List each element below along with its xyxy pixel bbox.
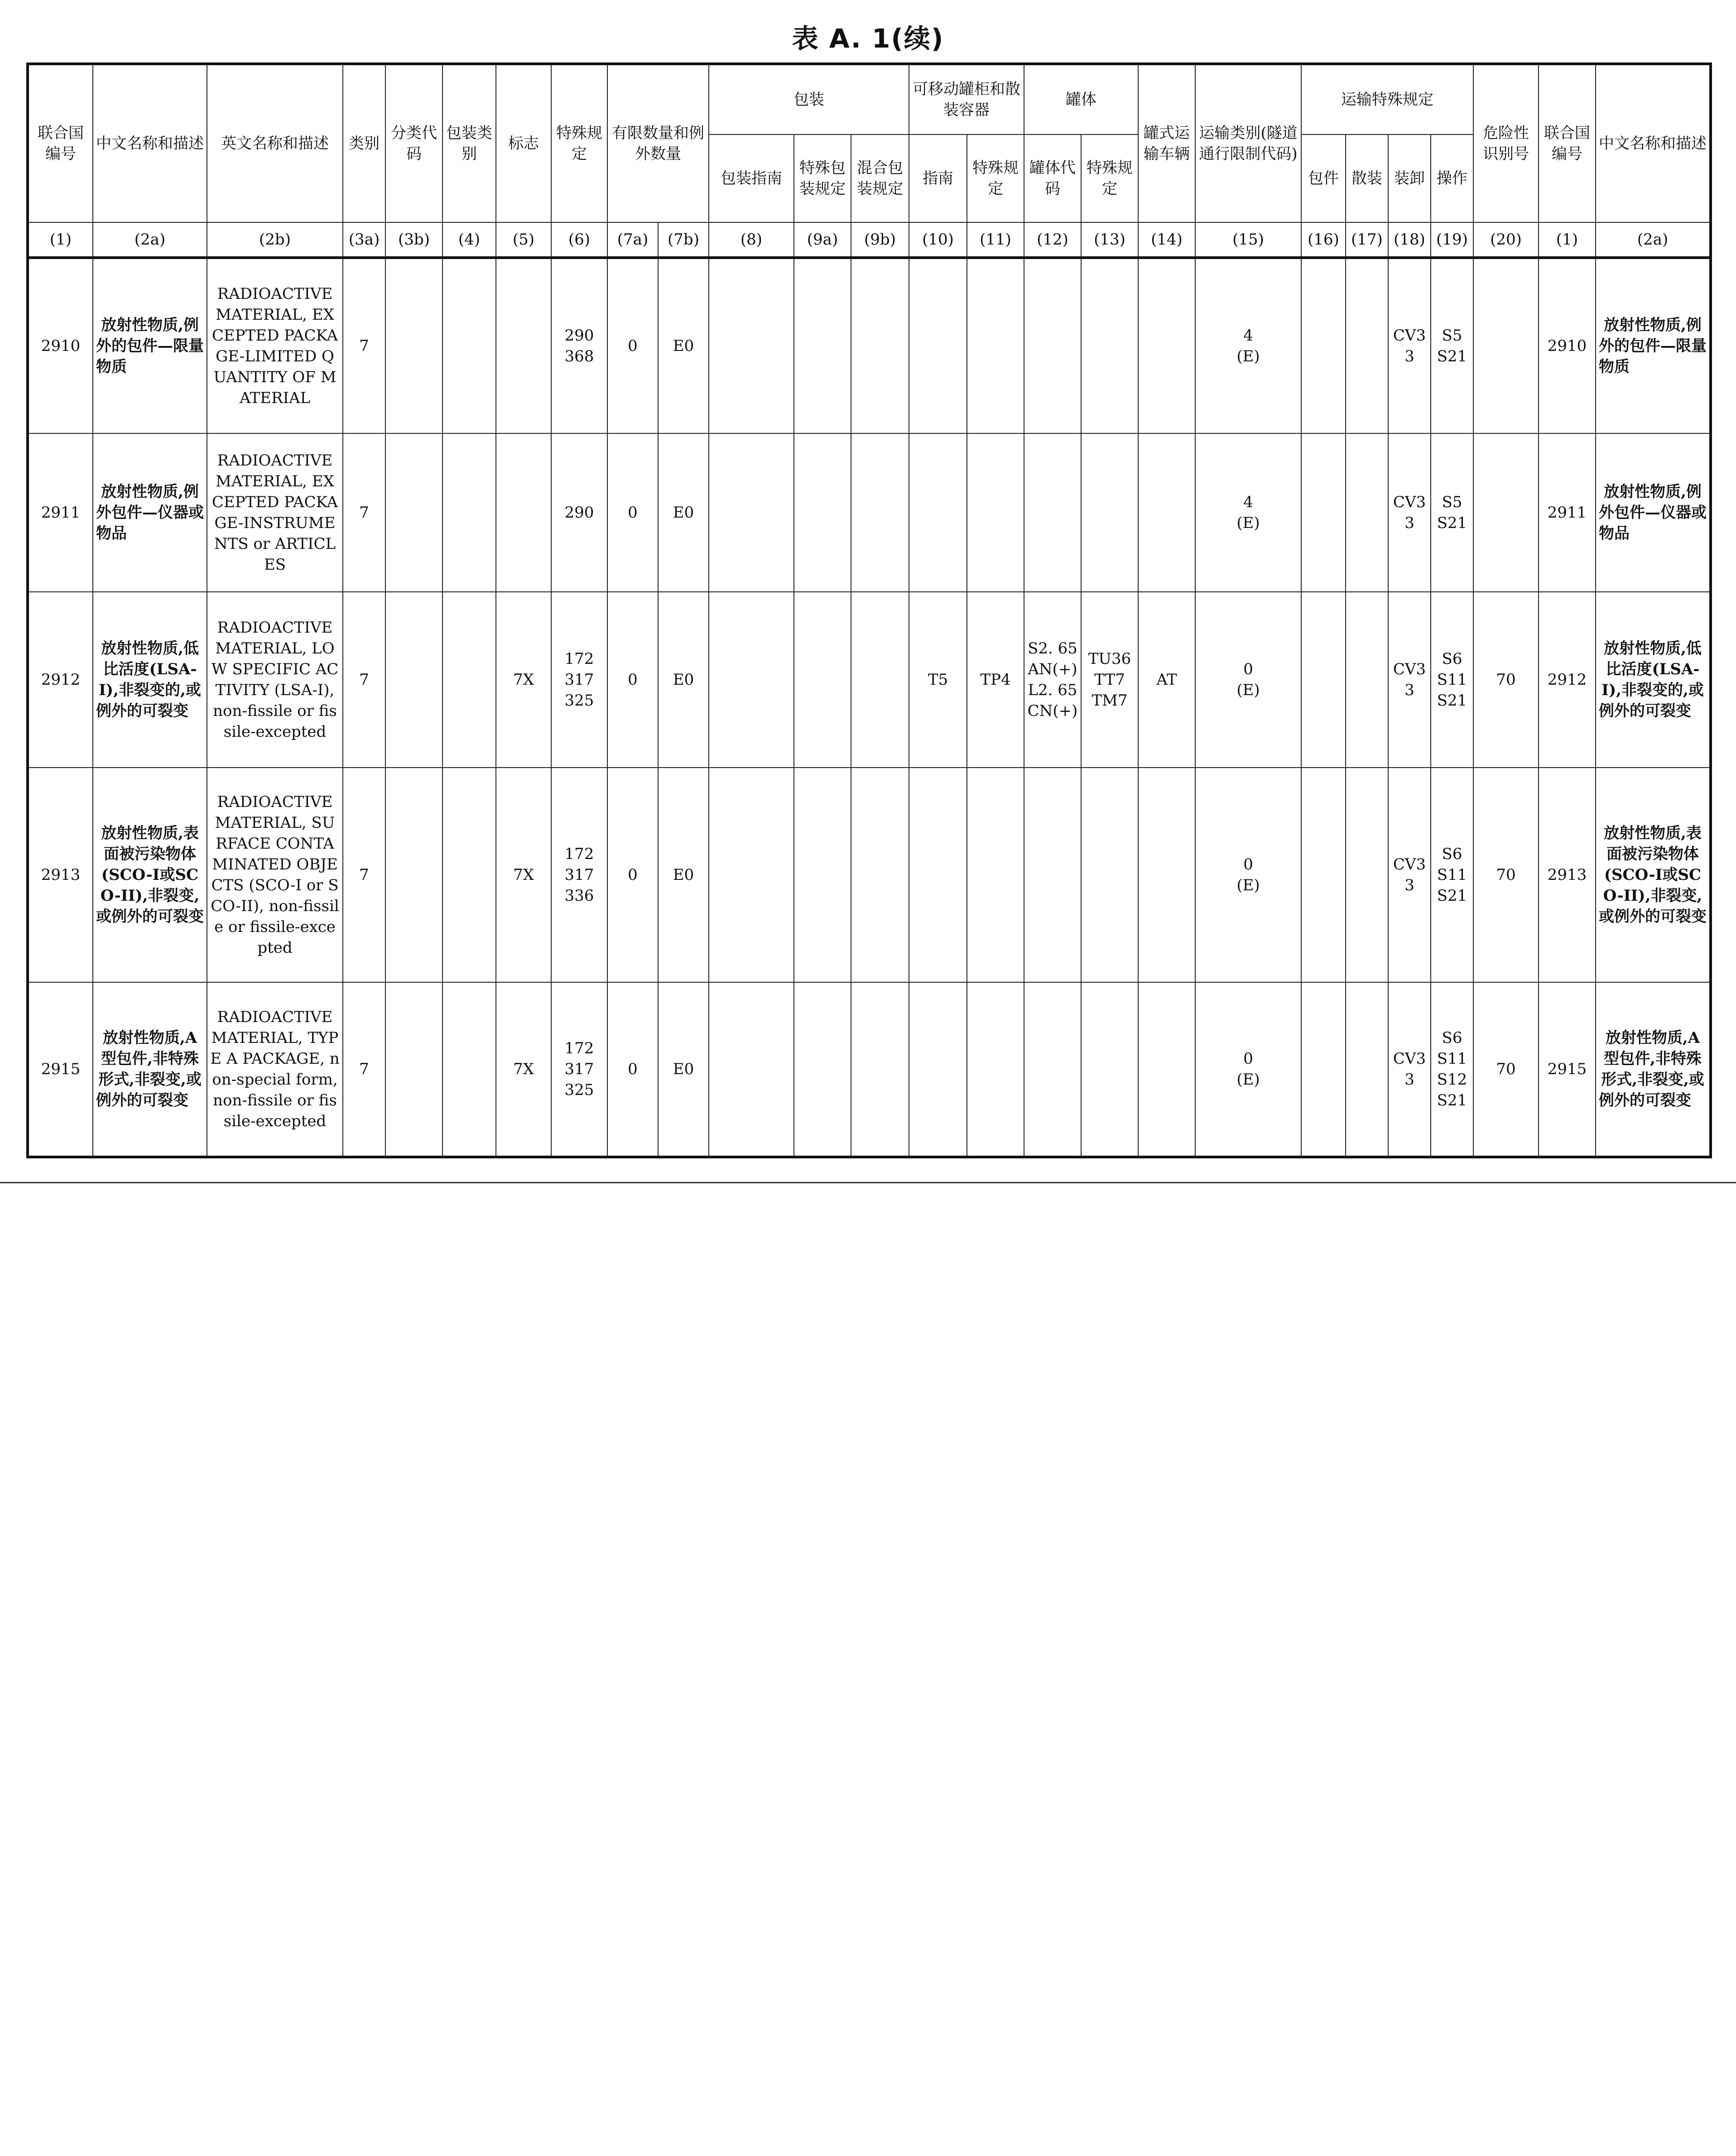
labels-cell: 7X [496, 982, 551, 1157]
st-operation-line: S21 [1437, 691, 1467, 710]
st-loading-cell: CV33 [1388, 258, 1431, 433]
packaging-instructions-cell [709, 768, 794, 982]
pt-special-cell [967, 982, 1024, 1157]
header-special-provisions: 特殊规定 [551, 64, 607, 222]
st-bulk-cell [1346, 258, 1388, 433]
st-operation-line: S11 [1437, 671, 1467, 689]
excepted-quantity-cell: E0 [658, 433, 709, 592]
tank-vehicle-cell [1138, 433, 1195, 592]
column-number: (7b) [658, 222, 709, 258]
pt-special-cell: TP4 [967, 592, 1024, 768]
header-packaging: 包装 [709, 64, 909, 134]
dangerous-goods-table [26, 62, 1712, 1158]
st-packages-cell [1301, 258, 1346, 433]
st-operation-line: S21 [1437, 1091, 1467, 1109]
special-packing-cell [794, 433, 851, 592]
packaging-instructions-cell [709, 433, 794, 592]
special-packing-cell [794, 258, 851, 433]
mixed-packing-cell [851, 982, 909, 1157]
un-number-repeat-cell: 2913 [1539, 768, 1596, 982]
transport-category-line: 0 [1243, 1050, 1253, 1068]
st-operation-line: S11 [1437, 866, 1467, 884]
un-number-cell: 2910 [28, 258, 93, 433]
un-number-repeat-cell: 2915 [1539, 982, 1596, 1157]
column-number: (1) [28, 222, 93, 258]
pt-instructions-cell [909, 982, 967, 1157]
special-provisions-line: 325 [564, 1081, 594, 1099]
column-number: (12) [1024, 222, 1081, 258]
limited-quantity-cell: 0 [607, 258, 658, 433]
header-tank-vehicle: 罐式运输车辆 [1138, 64, 1195, 222]
header-name-zh: 中文名称和描述 [93, 64, 207, 222]
table-row [28, 433, 1711, 592]
special-provisions-cell [551, 592, 607, 768]
special-provisions-cell [551, 982, 607, 1157]
excepted-quantity-cell: E0 [658, 768, 709, 982]
name-en-cell: RADIOACTIVE MATERIAL, TYPE A PACKAGE, non-special form, non-fissile or fissile-excepted [207, 982, 343, 1157]
pt-instructions-cell: T5 [909, 592, 967, 768]
pt-special-cell [967, 433, 1024, 592]
special-packing-cell [794, 982, 851, 1157]
st-loading-cell: CV33 [1388, 768, 1431, 982]
table-row [28, 592, 1711, 768]
column-number: (8) [709, 222, 794, 258]
class-code-cell [385, 433, 442, 592]
special-packing-cell [794, 768, 851, 982]
table-row [28, 768, 1711, 982]
un-number-cell: 2915 [28, 982, 93, 1157]
tank-code-cell [1024, 982, 1081, 1157]
header-class-code: 分类代码 [385, 64, 442, 222]
un-number-repeat-cell: 2910 [1539, 258, 1596, 433]
tank-code-cell [1024, 258, 1081, 433]
header-transport-category: 运输类别(隧道通行限制代码) [1195, 64, 1301, 222]
name-zh-repeat-cell: 放射性物质,低比活度(LSA-I),非裂变的,或例外的可裂变 [1596, 592, 1711, 768]
st-loading-cell: CV33 [1388, 433, 1431, 592]
column-number: (3b) [385, 222, 442, 258]
header-pt-instructions: 指南 [909, 134, 967, 222]
st-loading-cell: CV33 [1388, 592, 1431, 768]
special-provisions-line: 317 [564, 671, 594, 689]
tank-special-line: TT7 [1094, 671, 1125, 689]
un-number-cell: 2913 [28, 768, 93, 982]
st-packages-cell [1301, 768, 1346, 982]
st-operation-line: S21 [1437, 887, 1467, 905]
header-st-packages: 包件 [1301, 134, 1346, 222]
packing-group-cell [442, 592, 496, 768]
tank-code-cell [1024, 768, 1081, 982]
class-cell: 7 [343, 433, 385, 592]
tank-vehicle-cell [1138, 258, 1195, 433]
mixed-packing-cell [851, 592, 909, 768]
pt-instructions-cell [909, 433, 967, 592]
tank-special-line: TU36 [1088, 650, 1131, 668]
mixed-packing-cell [851, 258, 909, 433]
transport-category-line: (E) [1236, 1071, 1260, 1089]
transport-category-line: (E) [1236, 347, 1260, 365]
page-divider [0, 1182, 1736, 1183]
hazard-id-cell: 70 [1473, 768, 1539, 982]
column-number-row [28, 222, 1711, 258]
packaging-instructions-cell [709, 258, 794, 433]
column-number: (18) [1388, 222, 1431, 258]
special-provisions-cell [551, 433, 607, 592]
table-row [28, 258, 1711, 433]
st-operation-cell [1431, 433, 1473, 592]
st-operation-line: S21 [1437, 514, 1467, 532]
column-number: (14) [1138, 222, 1195, 258]
column-number: (2a) [1596, 222, 1711, 258]
st-operation-line: S5 [1442, 493, 1462, 511]
tank-special-cell [1081, 982, 1138, 1157]
st-operation-line: S11 [1437, 1050, 1467, 1068]
st-bulk-cell [1346, 982, 1388, 1157]
class-code-cell [385, 982, 442, 1157]
transport-category-line: 0 [1243, 855, 1253, 874]
special-provisions-line: 290 [564, 327, 594, 345]
special-provisions-line: 290 [564, 504, 594, 522]
pt-instructions-cell [909, 768, 967, 982]
class-code-cell [385, 258, 442, 433]
header-special-packing: 特殊包装规定 [794, 134, 851, 222]
limited-quantity-cell: 0 [607, 433, 658, 592]
column-number: (13) [1081, 222, 1138, 258]
st-operation-cell [1431, 592, 1473, 768]
header-un-number-repeat: 联合国编号 [1539, 64, 1596, 222]
tank-code-cell [1024, 592, 1081, 768]
transport-category-cell [1195, 258, 1301, 433]
tank-special-cell [1081, 592, 1138, 768]
special-provisions-cell [551, 258, 607, 433]
special-provisions-line: 317 [564, 866, 594, 884]
excepted-quantity-cell: E0 [658, 982, 709, 1157]
labels-cell [496, 433, 551, 592]
header-limited-excepted: 有限数量和例外数量 [607, 64, 709, 222]
st-operation-line: S21 [1437, 347, 1467, 365]
transport-category-cell [1195, 982, 1301, 1157]
transport-category-line: (E) [1236, 876, 1260, 894]
limited-quantity-cell: 0 [607, 592, 658, 768]
st-packages-cell [1301, 982, 1346, 1157]
packing-group-cell [442, 768, 496, 982]
packing-group-cell [442, 258, 496, 433]
tank-special-cell [1081, 258, 1138, 433]
tank-code-line: S2. 65 [1028, 639, 1077, 658]
tank-vehicle-cell [1138, 982, 1195, 1157]
column-number: (11) [967, 222, 1024, 258]
transport-category-line: 4 [1243, 327, 1253, 345]
tank-code-cell [1024, 433, 1081, 592]
tank-code-line: CN(+) [1027, 702, 1078, 720]
header-name-zh-repeat: 中文名称和描述 [1596, 64, 1711, 222]
name-en-cell: RADIOACTIVE MATERIAL, EXCEPTED PACKAGE-LIMITED QUANTITY OF MATERIAL [207, 258, 343, 433]
st-packages-cell [1301, 433, 1346, 592]
limited-quantity-cell: 0 [607, 982, 658, 1157]
special-provisions-line: 325 [564, 691, 594, 710]
tank-vehicle-cell [1138, 768, 1195, 982]
packing-group-cell [442, 433, 496, 592]
special-provisions-line: 336 [564, 887, 594, 905]
limited-quantity-cell: 0 [607, 768, 658, 982]
table-title: 表 A. 1(续) [792, 23, 944, 54]
header-packaging-instructions: 包装指南 [709, 134, 794, 222]
tank-code-line: L2. 65 [1028, 681, 1077, 699]
tank-special-cell [1081, 433, 1138, 592]
column-number: (9a) [794, 222, 851, 258]
header-portable-tanks: 可移动罐柜和散装容器 [909, 64, 1024, 134]
st-operation-line: S5 [1442, 327, 1462, 345]
un-number-repeat-cell: 2911 [1539, 433, 1596, 592]
hazard-id-cell: 70 [1473, 982, 1539, 1157]
header-st-operation: 操作 [1431, 134, 1473, 222]
header-mixed-packing: 混合包装规定 [851, 134, 909, 222]
header-un-number: 联合国编号 [28, 64, 93, 222]
name-zh-repeat-cell: 放射性物质,例外的包件—限量物质 [1596, 258, 1711, 433]
header-st-loading: 装卸 [1388, 134, 1431, 222]
tank-special-cell [1081, 768, 1138, 982]
name-zh-cell: 放射性物质,例外包件—仪器或物品 [93, 433, 207, 592]
column-number: (4) [442, 222, 496, 258]
class-cell: 7 [343, 768, 385, 982]
hazard-id-cell [1473, 433, 1539, 592]
st-bulk-cell [1346, 768, 1388, 982]
column-number: (6) [551, 222, 607, 258]
header-class: 类别 [343, 64, 385, 222]
st-packages-cell [1301, 592, 1346, 768]
st-operation-line: S12 [1437, 1071, 1467, 1089]
excepted-quantity-cell: E0 [658, 592, 709, 768]
name-zh-repeat-cell: 放射性物质,A型包件,非特殊形式,非裂变,或例外的可裂变 [1596, 982, 1711, 1157]
column-number: (10) [909, 222, 967, 258]
packaging-instructions-cell [709, 592, 794, 768]
un-number-cell: 2912 [28, 592, 93, 768]
special-provisions-cell [551, 768, 607, 982]
special-provisions-line: 172 [564, 1039, 594, 1057]
column-number: (17) [1346, 222, 1388, 258]
column-number: (9b) [851, 222, 909, 258]
column-number: (1) [1539, 222, 1596, 258]
transport-category-line: 0 [1243, 660, 1253, 678]
st-operation-line: S6 [1442, 650, 1462, 668]
st-operation-cell [1431, 982, 1473, 1157]
header-hazard-id: 危险性识别号 [1473, 64, 1539, 222]
st-operation-line: S6 [1442, 845, 1462, 863]
column-number: (15) [1195, 222, 1301, 258]
header-labels: 标志 [496, 64, 551, 222]
name-en-cell: RADIOACTIVE MATERIAL, LOW SPECIFIC ACTIVITY (LSA-I), non-fissile or fissile-excepted [207, 592, 343, 768]
column-number: (2a) [93, 222, 207, 258]
transport-category-cell [1195, 592, 1301, 768]
transport-category-cell [1195, 768, 1301, 982]
column-number: (2b) [207, 222, 343, 258]
transport-category-line: (E) [1236, 514, 1260, 532]
header-special-transport: 运输特殊规定 [1301, 64, 1473, 134]
column-number: (3a) [343, 222, 385, 258]
special-provisions-line: 317 [564, 1060, 594, 1078]
labels-cell: 7X [496, 592, 551, 768]
st-bulk-cell [1346, 433, 1388, 592]
name-zh-cell: 放射性物质,例外的包件—限量物质 [93, 258, 207, 433]
header-packing-group: 包装类别 [442, 64, 496, 222]
name-zh-cell: 放射性物质,A型包件,非特殊形式,非裂变,或例外的可裂变 [93, 982, 207, 1157]
header-tank-special: 特殊规定 [1081, 134, 1138, 222]
st-operation-line: S6 [1442, 1029, 1462, 1047]
class-cell: 7 [343, 982, 385, 1157]
mixed-packing-cell [851, 768, 909, 982]
name-zh-cell: 放射性物质,表面被污染物体(SCO-I或SCO-II),非裂变,或例外的可裂变 [93, 768, 207, 982]
special-provisions-line: 368 [564, 347, 594, 365]
pt-special-cell [967, 768, 1024, 982]
header-st-bulk: 散装 [1346, 134, 1388, 222]
transport-category-line: 4 [1243, 493, 1253, 511]
header-pt-special: 特殊规定 [967, 134, 1024, 222]
name-en-cell: RADIOACTIVE MATERIAL, SURFACE CONTAMINATED OBJECTS (SCO-I or SCO-II), non-fissile or fissile-excepted [207, 768, 343, 982]
st-operation-cell [1431, 258, 1473, 433]
transport-category-line: (E) [1236, 681, 1260, 699]
column-number: (20) [1473, 222, 1539, 258]
header-name-en: 英文名称和描述 [207, 64, 343, 222]
special-provisions-line: 172 [564, 845, 594, 863]
labels-cell: 7X [496, 768, 551, 982]
tank-vehicle-cell: AT [1138, 592, 1195, 768]
mixed-packing-cell [851, 433, 909, 592]
table-row [28, 982, 1711, 1157]
class-cell: 7 [343, 258, 385, 433]
column-number: (5) [496, 222, 551, 258]
st-loading-cell: CV33 [1388, 982, 1431, 1157]
name-zh-repeat-cell: 放射性物质,表面被污染物体(SCO-I或SCO-II),非裂变,或例外的可裂变 [1596, 768, 1711, 982]
un-number-cell: 2911 [28, 433, 93, 592]
pt-instructions-cell [909, 258, 967, 433]
hazard-id-cell: 70 [1473, 592, 1539, 768]
st-operation-cell [1431, 768, 1473, 982]
class-code-cell [385, 768, 442, 982]
excepted-quantity-cell: E0 [658, 258, 709, 433]
table-body [28, 258, 1711, 1157]
name-zh-cell: 放射性物质,低比活度(LSA-I),非裂变的,或例外的可裂变 [93, 592, 207, 768]
special-provisions-line: 172 [564, 650, 594, 668]
hazard-id-cell [1473, 258, 1539, 433]
packing-group-cell [442, 982, 496, 1157]
column-number: (19) [1431, 222, 1473, 258]
labels-cell [496, 258, 551, 433]
class-cell: 7 [343, 592, 385, 768]
name-zh-repeat-cell: 放射性物质,例外包件—仪器或物品 [1596, 433, 1711, 592]
header-tanks: 罐体 [1024, 64, 1138, 134]
special-packing-cell [794, 592, 851, 768]
packaging-instructions-cell [709, 982, 794, 1157]
transport-category-cell [1195, 433, 1301, 592]
header-tank-code: 罐体代码 [1024, 134, 1081, 222]
tank-code-line: AN(+) [1028, 660, 1077, 678]
column-number: (7a) [607, 222, 658, 258]
un-number-repeat-cell: 2912 [1539, 592, 1596, 768]
class-code-cell [385, 592, 442, 768]
tank-special-line: TM7 [1092, 691, 1128, 710]
column-number: (16) [1301, 222, 1346, 258]
name-en-cell: RADIOACTIVE MATERIAL, EXCEPTED PACKAGE-INSTRUMENTS or ARTICLES [207, 433, 343, 592]
st-bulk-cell [1346, 592, 1388, 768]
pt-special-cell [967, 258, 1024, 433]
